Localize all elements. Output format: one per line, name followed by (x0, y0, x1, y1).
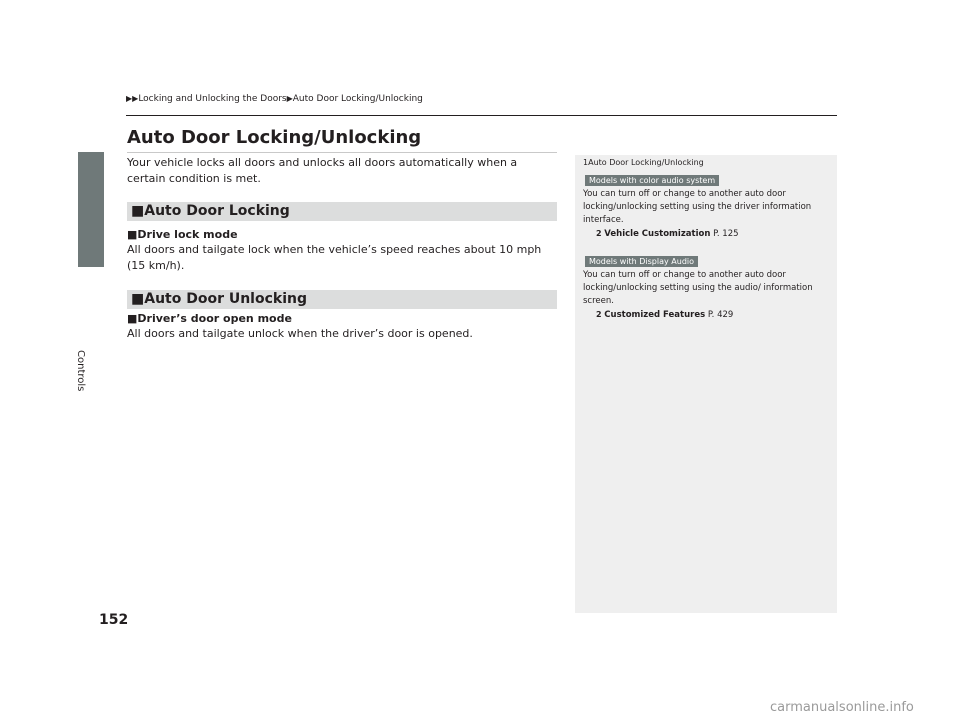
ref-name[interactable]: Vehicle Customization (604, 229, 711, 239)
sidebar-title-text: Auto Door Locking/Unlocking (588, 158, 704, 167)
breadcrumb-separator-icon: ▶ (286, 94, 293, 103)
intro-paragraph: Your vehicle locks all doors and unlocks all doors automatically when a certain condition is met. (127, 156, 518, 185)
ref-customized-features[interactable] (596, 310, 733, 320)
sidebar-text-display-audio: You can turn off or change to another auto door locking/unlocking setting using the audio/ information screen. (583, 270, 813, 306)
note-marker-icon: 1 (583, 158, 589, 167)
title-divider (127, 152, 557, 153)
drive-lock-mode-heading: ■Drive lock mode (127, 228, 238, 241)
drive-lock-mode-text: All doors and tailgate lock when the vehicle’s speed reaches about 10 mph (15 km/h). (127, 243, 542, 272)
section-heading-locking: ■Auto Door Locking (127, 202, 557, 221)
reference-arrow-icon: 2 (596, 229, 602, 238)
breadcrumb-item-locking[interactable]: Locking and Unlocking the Doors (138, 94, 287, 104)
section-tab-label: Controls (75, 350, 86, 392)
ref-page: P. 429 (705, 310, 734, 320)
watermark: carmanualsonline.info (770, 700, 914, 715)
section-heading-unlocking: ■Auto Door Unlocking (127, 290, 557, 309)
ref-page: P. 125 (710, 229, 739, 239)
driver-door-open-mode-text: All doors and tailgate unlock when the driver’s door is opened. (127, 327, 473, 340)
ref-name[interactable]: Customized Features (604, 310, 706, 320)
page-title: Auto Door Locking/Unlocking (127, 127, 422, 148)
sidebar-note (575, 155, 837, 613)
badge-color-audio: Models with color audio system (585, 175, 719, 186)
badge-display-audio: Models with Display Audio (585, 256, 698, 267)
reference-arrow-icon: 2 (596, 310, 602, 319)
ref-vehicle-customization[interactable] (596, 229, 739, 239)
driver-door-open-mode-heading: ■Driver’s door open mode (127, 312, 292, 325)
breadcrumb-arrow-icon: ▶▶ (126, 94, 139, 103)
breadcrumb (126, 94, 423, 104)
sidebar-title (583, 158, 704, 167)
page-number: 152 (99, 612, 129, 628)
sidebar-text-color-audio: You can turn off or change to another auto door locking/unlocking setting using the driver information interface. (583, 189, 812, 225)
section-tab (78, 152, 104, 267)
breadcrumb-item-auto-door[interactable]: Auto Door Locking/Unlocking (292, 94, 423, 104)
header-divider (126, 115, 837, 116)
